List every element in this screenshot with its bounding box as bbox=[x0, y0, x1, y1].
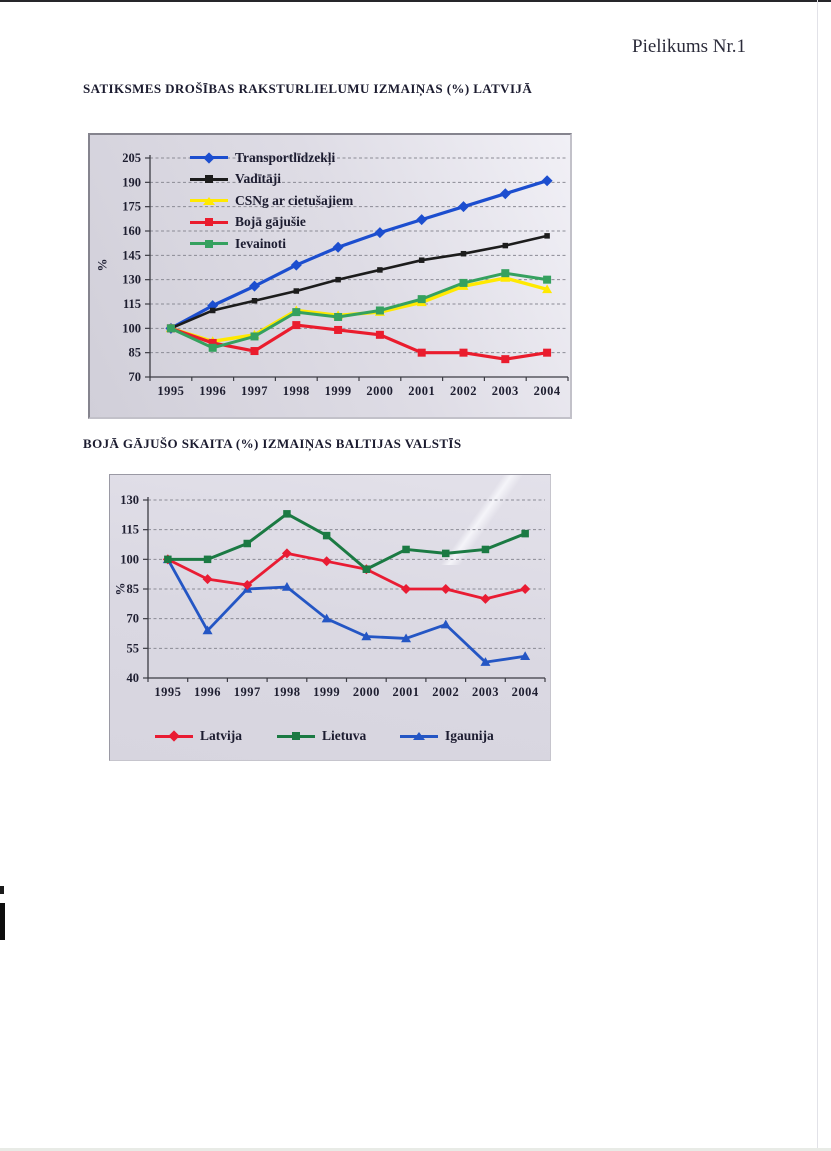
data-point-marker bbox=[377, 267, 383, 273]
data-point-marker bbox=[376, 306, 384, 314]
x-tick-label: 2002 bbox=[432, 685, 460, 699]
diamond-icon bbox=[168, 730, 179, 741]
data-point-marker bbox=[520, 584, 530, 594]
y-tick-label: 70 bbox=[128, 370, 141, 384]
legend-label: Vadītāji bbox=[235, 171, 282, 187]
legend-label: CSNg ar cietušajiem bbox=[235, 192, 354, 208]
diamond-legend-marker bbox=[155, 735, 193, 738]
data-point-marker bbox=[542, 175, 553, 186]
y-tick-label: 85 bbox=[128, 345, 141, 360]
x-tick-label: 1996 bbox=[199, 384, 227, 398]
series-markers-Igaunija bbox=[163, 554, 530, 666]
data-point-marker bbox=[402, 546, 410, 554]
data-point-marker bbox=[244, 540, 252, 548]
data-point-marker bbox=[441, 584, 451, 594]
series-line-Bojā gājušie bbox=[171, 325, 547, 359]
x-tick-label: 1999 bbox=[324, 384, 352, 398]
y-axis-label: % bbox=[112, 582, 128, 596]
data-point-marker bbox=[461, 251, 467, 257]
data-point-marker bbox=[322, 556, 332, 566]
data-point-marker bbox=[501, 355, 509, 363]
data-point-marker bbox=[442, 550, 450, 558]
data-point-marker bbox=[543, 276, 551, 284]
data-point-marker bbox=[292, 321, 300, 329]
square-icon bbox=[205, 218, 213, 226]
x-tick-label: 1996 bbox=[194, 685, 222, 699]
scan-artifact-mark bbox=[0, 886, 4, 894]
x-tick-label: 2001 bbox=[408, 384, 436, 398]
legend-item-Latvija bbox=[155, 726, 242, 746]
data-point-marker bbox=[294, 288, 300, 294]
x-tick-label: 2003 bbox=[491, 384, 519, 398]
chart2-title: BOJĀ GĀJUŠO SKAITA (%) IZMAIŅAS BALTIJAS VALSTĪS bbox=[83, 436, 462, 451]
data-point-marker bbox=[292, 308, 300, 316]
data-point-marker bbox=[500, 188, 511, 199]
data-point-marker bbox=[252, 298, 258, 304]
x-tick-label: 2004 bbox=[533, 384, 561, 398]
x-tick-label: 1997 bbox=[233, 685, 261, 699]
x-tick-label: 2000 bbox=[352, 685, 380, 699]
y-tick-label: 115 bbox=[120, 522, 139, 537]
data-point-marker bbox=[210, 308, 216, 314]
y-tick-label: 85 bbox=[126, 582, 139, 596]
data-point-marker bbox=[283, 510, 291, 517]
data-point-marker bbox=[291, 260, 302, 271]
data-point-marker bbox=[401, 584, 411, 594]
y-tick-label: 55 bbox=[126, 641, 139, 656]
legend-label: Ievainoti bbox=[235, 235, 287, 251]
series-line-Lietuva bbox=[168, 514, 525, 569]
data-point-marker bbox=[167, 324, 175, 332]
data-point-marker bbox=[480, 594, 490, 604]
legend-item-Bojā gājušie bbox=[190, 212, 353, 234]
square-legend-marker bbox=[190, 178, 228, 181]
data-point-marker bbox=[482, 546, 490, 554]
y-tick-label: 130 bbox=[120, 493, 139, 507]
y-tick-label: 100 bbox=[122, 321, 141, 336]
square-icon bbox=[205, 240, 213, 248]
y-tick-label: 190 bbox=[122, 175, 141, 190]
triangle-icon bbox=[203, 197, 215, 205]
scan-edge-top bbox=[0, 0, 831, 2]
series-line-Latvija bbox=[168, 553, 525, 598]
y-tick-label: 40 bbox=[126, 671, 139, 685]
y-tick-label: 205 bbox=[122, 151, 141, 165]
legend-label: Latvija bbox=[200, 728, 242, 743]
data-point-marker bbox=[251, 332, 259, 340]
legend-item-Vadītāji bbox=[190, 169, 353, 191]
data-point-marker bbox=[544, 233, 550, 239]
x-tick-label: 1997 bbox=[241, 384, 268, 398]
series-line-Ievainoti bbox=[171, 273, 547, 348]
square-legend-marker bbox=[190, 221, 228, 224]
data-point-marker bbox=[460, 279, 468, 287]
data-point-marker bbox=[460, 349, 468, 357]
x-tick-label: 2001 bbox=[392, 685, 420, 699]
square-legend-marker bbox=[277, 735, 315, 738]
legend-label: Igaunija bbox=[445, 728, 494, 743]
data-point-marker bbox=[416, 214, 427, 225]
legend-label: Lietuva bbox=[322, 728, 367, 743]
legend-item-Igaunija bbox=[400, 726, 494, 746]
legend-label: Bojā gājušie bbox=[235, 214, 306, 230]
square-legend-marker bbox=[190, 242, 228, 245]
legend-item-Transportlīdzekļi bbox=[190, 147, 353, 169]
data-point-marker bbox=[376, 331, 384, 339]
data-point-marker bbox=[418, 295, 426, 303]
x-tick-label: 1998 bbox=[282, 384, 310, 398]
legend-item-Lietuva bbox=[277, 726, 366, 746]
data-point-marker bbox=[203, 574, 213, 584]
triangle-legend-marker bbox=[400, 735, 438, 738]
x-tick-label: 1995 bbox=[157, 384, 185, 398]
y-tick-label: 175 bbox=[122, 199, 141, 214]
chart-canvas bbox=[110, 475, 550, 760]
data-point-marker bbox=[441, 620, 451, 629]
y-axis-label: % bbox=[94, 258, 110, 272]
data-point-marker bbox=[503, 243, 509, 249]
data-point-marker bbox=[334, 313, 342, 321]
appendix-header: Pielikums Nr.1 bbox=[632, 36, 747, 57]
data-point-marker bbox=[164, 556, 172, 564]
series-markers-Lietuva bbox=[164, 510, 529, 573]
series-line-Igaunija bbox=[168, 559, 525, 662]
data-point-marker bbox=[204, 556, 212, 564]
diamond-legend-marker bbox=[190, 156, 228, 159]
chart-legend bbox=[190, 147, 353, 255]
data-point-marker bbox=[209, 344, 217, 352]
data-point-marker bbox=[335, 277, 341, 283]
chart1-title: SATIKSMES DROŠĪBAS RAKSTURLIELUMU IZMAIŅAS (%) LATVIJĀ bbox=[83, 81, 533, 96]
scan-edge-right bbox=[817, 0, 818, 1151]
legend-item-Ievainoti bbox=[190, 233, 353, 255]
data-point-marker bbox=[521, 530, 529, 538]
data-point-marker bbox=[458, 201, 469, 212]
x-tick-label: 2000 bbox=[366, 384, 394, 398]
y-tick-label: 100 bbox=[120, 552, 139, 567]
data-point-marker bbox=[323, 532, 331, 540]
data-point-marker bbox=[374, 227, 385, 238]
data-point-marker bbox=[251, 347, 259, 355]
legend-label: Transportlīdzekļi bbox=[235, 149, 336, 165]
scan-artifact-mark bbox=[0, 903, 5, 940]
data-point-marker bbox=[419, 257, 425, 263]
data-point-marker bbox=[501, 269, 509, 277]
square-icon bbox=[292, 732, 300, 740]
y-tick-label: 130 bbox=[122, 272, 141, 287]
data-point-marker bbox=[418, 349, 426, 357]
triangle-icon bbox=[413, 732, 425, 740]
x-tick-label: 1995 bbox=[154, 685, 182, 699]
data-point-marker bbox=[543, 349, 551, 357]
y-tick-label: 145 bbox=[122, 248, 141, 263]
diamond-icon bbox=[203, 152, 214, 163]
x-tick-label: 1998 bbox=[273, 685, 301, 699]
data-point-marker bbox=[334, 326, 342, 334]
square-icon bbox=[205, 175, 213, 183]
y-tick-label: 70 bbox=[126, 611, 139, 626]
x-tick-label: 2002 bbox=[450, 384, 477, 398]
data-point-marker bbox=[249, 281, 260, 292]
legend-item-CSNg ar cietušajiem bbox=[190, 190, 353, 212]
latvia-safety-indicators-chart bbox=[88, 133, 572, 419]
x-tick-label: 2003 bbox=[471, 685, 499, 699]
y-tick-label: 160 bbox=[122, 224, 141, 238]
data-point-marker bbox=[363, 565, 371, 573]
x-tick-label: 2004 bbox=[511, 685, 539, 699]
triangle-legend-marker bbox=[190, 199, 228, 202]
y-tick-label: 115 bbox=[122, 297, 141, 311]
baltic-fatalities-chart bbox=[109, 474, 551, 761]
x-tick-label: 1999 bbox=[313, 685, 341, 699]
